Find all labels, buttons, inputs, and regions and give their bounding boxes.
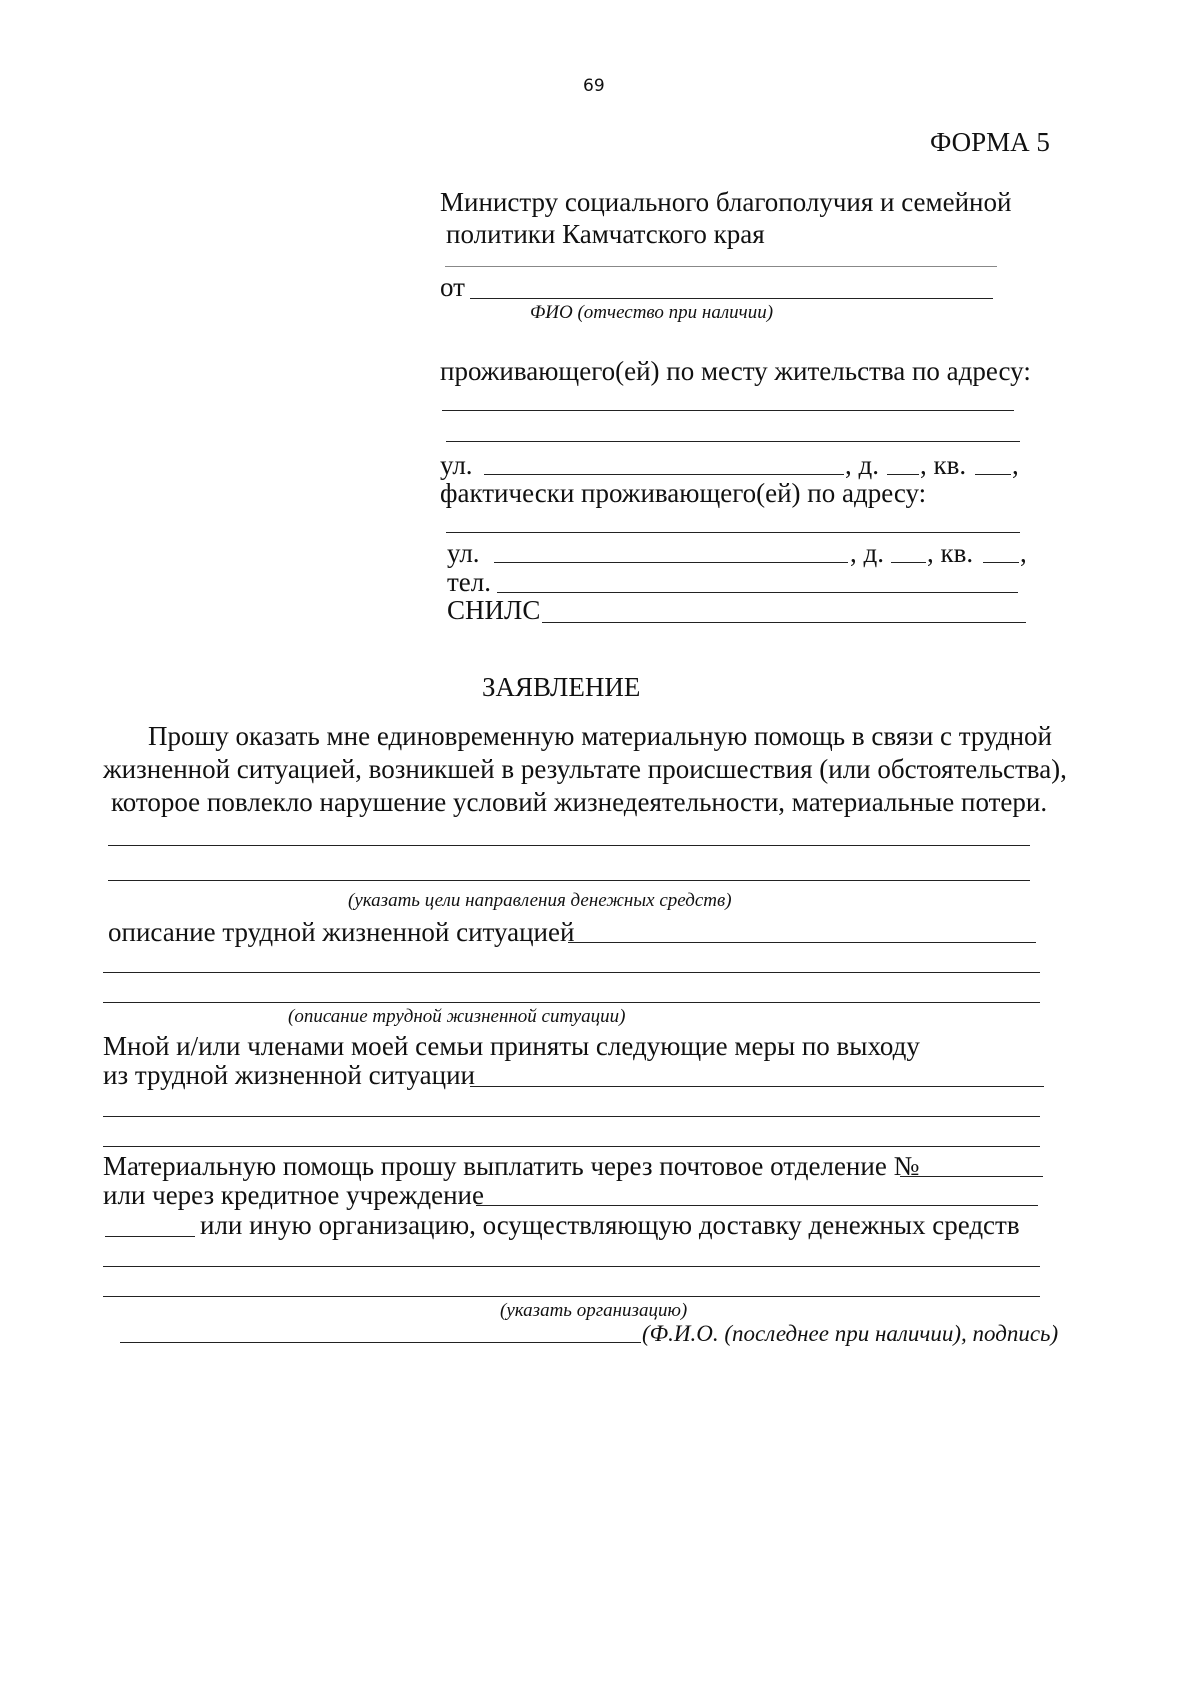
- from-name-caption: ФИО (отчество при наличии): [530, 302, 774, 323]
- measures-line-2: из трудной жизненной ситуации: [103, 1060, 475, 1090]
- situation-field-2[interactable]: [103, 972, 1040, 973]
- organization-caption: (указать организацию): [500, 1300, 688, 1321]
- registered-flat-label: , кв.: [920, 450, 967, 480]
- document-title: ЗАЯВЛЕНИЕ: [482, 672, 641, 702]
- addressee-line-2: политики Камчатского края: [446, 219, 765, 249]
- phone-field[interactable]: [497, 592, 1018, 593]
- snils-field[interactable]: [542, 622, 1026, 623]
- measures-field-2[interactable]: [103, 1116, 1040, 1117]
- page-number: 69: [583, 76, 605, 96]
- signature-field[interactable]: [120, 1342, 641, 1343]
- form-label: ФОРМА 5: [930, 127, 1050, 157]
- body-line-3: которое повлекло нарушение условий жизнедеятельности, материальные потери.: [111, 787, 1048, 817]
- situation-field-1[interactable]: [568, 942, 1036, 943]
- actual-address-field[interactable]: [446, 532, 1020, 533]
- purpose-field-2[interactable]: [108, 880, 1030, 881]
- registered-street-field[interactable]: [484, 474, 844, 475]
- registered-end-comma: ,: [1012, 450, 1019, 480]
- body-line-2: жизненной ситуацией, возникшей в результате происшествия (или обстоятельства),: [103, 754, 1067, 784]
- post-office-number-field[interactable]: [900, 1176, 1043, 1177]
- situation-field-3[interactable]: [103, 1002, 1040, 1003]
- actual-flat-field[interactable]: [983, 562, 1019, 563]
- registered-flat-field[interactable]: [975, 474, 1011, 475]
- actual-address-label: фактически проживающего(ей) по адресу:: [440, 478, 927, 508]
- payment-line-2: или через кредитное учреждение: [103, 1180, 484, 1210]
- actual-end-comma: ,: [1020, 538, 1027, 568]
- actual-street-label: ул.: [447, 538, 480, 568]
- registered-address-field-1[interactable]: [442, 410, 1014, 411]
- organization-field-2[interactable]: [103, 1296, 1040, 1297]
- registered-address-field-2[interactable]: [446, 441, 1020, 442]
- actual-street-field[interactable]: [494, 562, 848, 563]
- body-line-1: Прошу оказать мне единовременную материальную помощь в связи с трудной: [148, 721, 1052, 751]
- addressee-line-1: Министру социального благополучия и семейной: [440, 187, 1012, 217]
- actual-house-label: , д.: [850, 538, 884, 568]
- measures-field-3[interactable]: [103, 1146, 1040, 1147]
- purpose-field-1[interactable]: [108, 845, 1030, 846]
- situation-label: описание трудной жизненной ситуацией: [108, 917, 575, 947]
- signature-caption: (Ф.И.О. (последнее при наличии), подпись): [642, 1321, 1059, 1346]
- from-prefix: от: [440, 272, 465, 302]
- addressee-blank-line[interactable]: [445, 266, 997, 267]
- other-organization-prefix-field[interactable]: [105, 1236, 195, 1237]
- from-name-field[interactable]: [470, 298, 993, 299]
- situation-caption: (описание трудной жизненной ситуации): [288, 1006, 626, 1027]
- actual-house-field[interactable]: [891, 562, 926, 563]
- phone-label: тел.: [447, 567, 492, 597]
- snils-label: СНИЛС: [447, 595, 541, 625]
- measures-line-1: Мной и/или членами моей семьи приняты следующие меры по выходу: [103, 1031, 920, 1061]
- payment-line-1: Материальную помощь прошу выплатить через почтовое отделение №: [103, 1151, 920, 1181]
- payment-line-3: или иную организацию, осуществляющую доставку денежных средств: [200, 1210, 1020, 1240]
- registered-address-label: проживающего(ей) по месту жительства по адресу:: [440, 356, 1031, 386]
- measures-field-1[interactable]: [470, 1086, 1044, 1087]
- registered-street-label: ул.: [440, 450, 473, 480]
- organization-field-1[interactable]: [103, 1266, 1040, 1267]
- credit-institution-field[interactable]: [476, 1205, 1038, 1206]
- registered-house-field[interactable]: [887, 474, 919, 475]
- registered-house-label: , д.: [845, 450, 879, 480]
- purpose-caption: (указать цели направления денежных средств): [348, 890, 732, 911]
- actual-flat-label: , кв.: [927, 538, 974, 568]
